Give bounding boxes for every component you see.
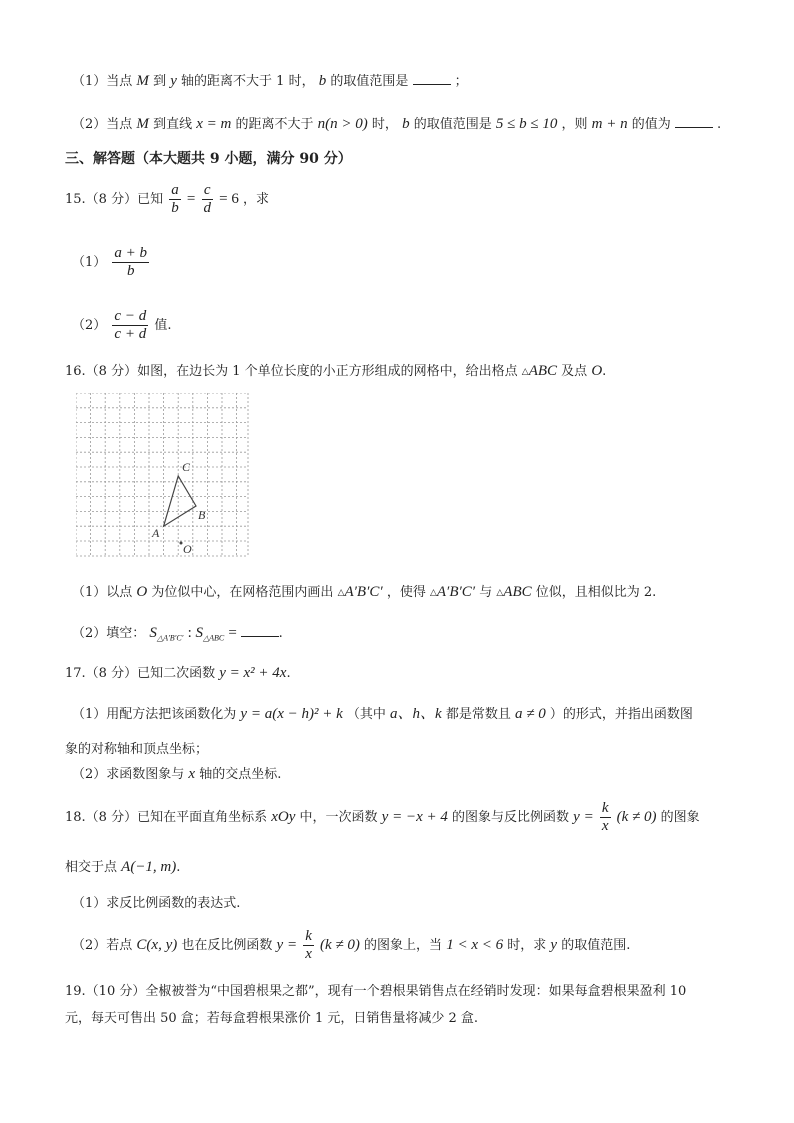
- question-19-line2: 元，每天可售出 50 盒；若每盒碧根果涨价 1 元，日销售量将减少 2 盒.: [65, 1011, 479, 1026]
- question-16-part2: （2）填空： $S_{\triangle A'B'C'}$ : $S_{\triangle ABC}$ = .: [72, 625, 283, 643]
- question-16: 16.（8 分）如图，在边长为 1 个单位长度的小正方形组成的网格中，给出格点 △ABC 及点 O.: [65, 363, 607, 379]
- question-19-line1: 19.（10 分）全椒被誉为“中国碧根果之都”，现有一个碧根果销售点在经销时发现：如果每盒碧根果盈利 10: [65, 984, 687, 999]
- q14-part2: （2）当点 M 到直线 x = m 的距离不大于 n(n > 0) 时， b 的取值范围是 5 ≤ b ≤ 10 ，则 m + n 的值为 .: [72, 116, 722, 132]
- question-15-part2: （2） $\frac{c - d}{c + d}$ 值.: [72, 308, 172, 342]
- answer-blank: [675, 115, 713, 128]
- question-18-line2: 相交于点 A(−1, m).: [65, 859, 181, 875]
- answer-blank: [241, 624, 279, 637]
- question-15-part1: （1） $\frac{a + b}{b}$: [72, 245, 148, 279]
- question-18-part1: （1）求反比例函数的表达式.: [72, 896, 241, 911]
- question-17-part2: （2）求函数图象与 x 轴的交点坐标.: [72, 766, 282, 782]
- label-o: O: [183, 542, 192, 556]
- fraction-a-plus-b-over-b: $\frac{a + b}{b}$: [114, 245, 148, 279]
- question-16-part1: （1）以点 O 为位似中心，在网格范围内画出 △A′B′C′ ，使得 △A′B′C′ 与 △ABC 位似，且相似比为 2.: [72, 584, 657, 600]
- label-c: C: [182, 460, 191, 474]
- fraction-c-over-d: $\frac{c}{d}$: [203, 182, 211, 216]
- question-15: 15.（8 分）已知 $\frac{a}{b}$ = $\frac{c}{d}$ = 6 ，求: [65, 182, 269, 216]
- question-17: 17.（8 分）已知二次函数 y = x² + 4x.: [65, 665, 291, 681]
- fraction-c-minus-d-over-c-plus-d: $\frac{c - d}{c + d}$: [114, 308, 147, 342]
- q14-part1: （1）当点 M 到 y 轴的距离不大于 1 时， b 的取值范围是 ；: [72, 73, 468, 89]
- question-17-part1: （1）用配方法把该函数化为 y = a(x − h)² + k （其中 a、h、k 都是常数且 a ≠ 0 ）的形式，并指出函数图: [72, 706, 693, 722]
- triangle-abc: [164, 476, 196, 526]
- grid-figure: [76, 393, 251, 558]
- question-18: 18.（8 分）已知在平面直角坐标系 xOy 中，一次函数 y = −x + 4 的图象与反比例函数 y = $\frac{k}{x}$ (k ≠ 0) 的图象: [65, 800, 700, 834]
- label-a: A: [152, 526, 160, 540]
- grid-lines: [76, 393, 248, 556]
- answer-blank: [413, 72, 451, 85]
- label-b: B: [198, 508, 206, 522]
- question-18-part2: （2）若点 C(x, y) 也在反比例函数 y = $\frac{k}{x}$ (k ≠ 0) 的图象上，当 1 < x < 6 时，求 y 的取值范围.: [72, 928, 631, 962]
- fraction-k-over-x: $\frac{k}{x}$: [601, 800, 609, 834]
- fraction-a-over-b: $\frac{a}{b}$: [171, 182, 179, 216]
- question-17-part1-cont: 象的对称轴和顶点坐标；: [65, 742, 209, 757]
- fraction-k-over-x: $\frac{k}{x}$: [305, 928, 312, 962]
- section-heading: 三、解答题（本大题共 9 小题，满分 90 分）: [65, 151, 352, 167]
